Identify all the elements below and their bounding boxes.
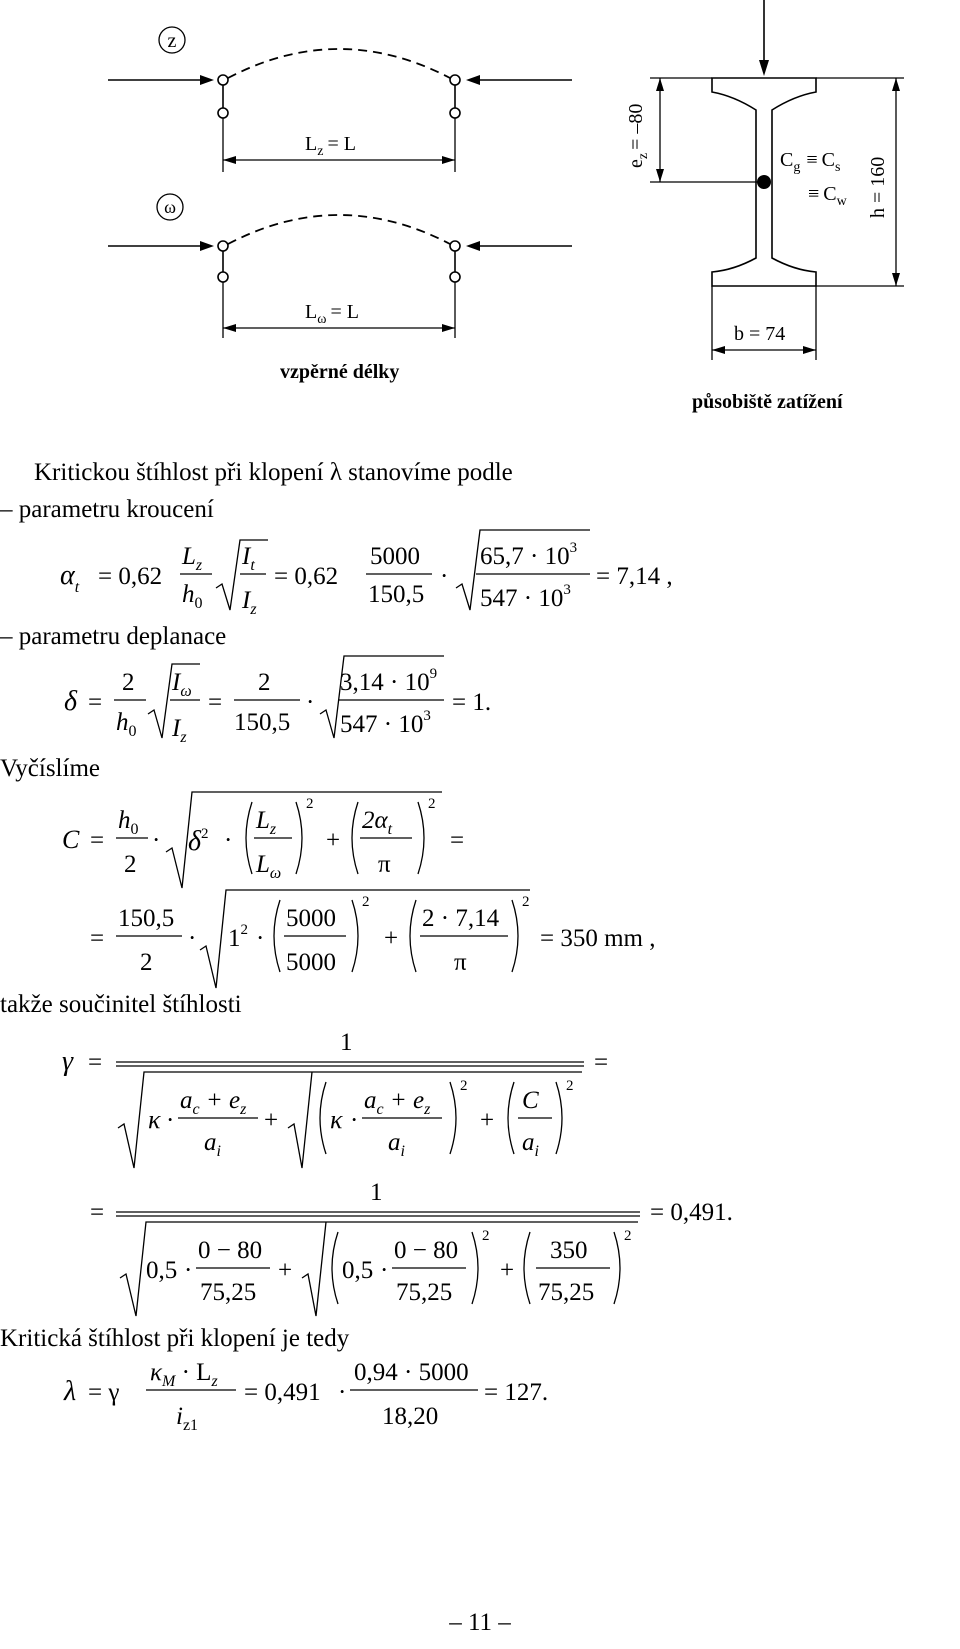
svg-text:547 · 103: $547 \cdot 10^3$ (480, 582, 571, 612)
svg-text:Iz: $I_z$ (242, 587, 257, 618)
svg-text:= 7,14 ,: = 7,14 , (596, 563, 673, 590)
h-label: h = 160 (867, 156, 889, 218)
svg-text:·: · (350, 1107, 359, 1134)
svg-text:150,5: 150,5 (234, 709, 291, 736)
support-omega-label: ω (164, 197, 176, 217)
svg-text:δ: δ (64, 686, 78, 717)
svg-text:2: 2 (306, 796, 314, 812)
svg-text:= 0,491: = 0,491 (244, 1379, 321, 1406)
svg-text:0,5: 0,5 (342, 1257, 374, 1284)
svg-text:= γ: = γ (88, 1379, 120, 1406)
svg-text:=: = (88, 1049, 103, 1076)
svg-text:= 0,62: = 0,62 (274, 563, 339, 590)
svg-text:iz1: $i_{z1}$ (176, 1403, 199, 1434)
svg-text:150,5: 150,5 (118, 905, 175, 932)
svg-text:·: · (306, 689, 315, 716)
svg-text:+: + (500, 1257, 515, 1284)
buckling-length-diagram (108, 27, 572, 383)
svg-text:0 − 80: 0 − 80 (394, 1237, 459, 1264)
vycislime-text: Vyčíslíme (0, 755, 100, 782)
shear-center-point (757, 175, 771, 189)
svg-text:+: + (278, 1257, 293, 1284)
svg-text:75,25: 75,25 (200, 1279, 257, 1306)
svg-text:αt: $\alpha_t$ (60, 560, 80, 596)
svg-text:2: 2 (482, 1228, 490, 1244)
svg-text:π: π (378, 851, 391, 878)
svg-text:2: 2 (428, 796, 436, 812)
svg-text:·: · (338, 1379, 347, 1406)
svg-text:3,14 · 109: $3,14 \cdot 10^9$ (340, 666, 438, 696)
svg-text:= 127.: = 127. (484, 1379, 549, 1406)
svg-text:1: 1 (370, 1179, 383, 1206)
svg-text:+: + (384, 925, 399, 952)
svg-text:·: · (256, 925, 265, 952)
svg-text:·: · (224, 827, 233, 854)
svg-text:=: = (594, 1049, 609, 1076)
svg-text:γ: γ (62, 1046, 74, 1077)
svg-text:+: + (264, 1107, 279, 1134)
svg-text:75,25: 75,25 (396, 1279, 453, 1306)
svg-text:2: 2 (522, 894, 530, 910)
svg-text:+: + (326, 827, 341, 854)
buckling-caption: vzpěrné délky (280, 361, 400, 383)
length-z-label: $L_z = L$ (305, 133, 356, 159)
svg-text:Lz: $L_z$ (256, 807, 277, 838)
equation-delta (64, 656, 491, 746)
svg-text:Lω: $L_\omega$ (256, 851, 282, 882)
svg-text:75,25: 75,25 (538, 1279, 595, 1306)
svg-text:= 1.: = 1. (452, 689, 492, 716)
svg-text:2: 2 (624, 1228, 632, 1244)
svg-text:18,20: 18,20 (382, 1403, 439, 1430)
svg-text:5000: 5000 (286, 905, 336, 932)
svg-text:·: · (184, 1257, 193, 1284)
length-omega-label: $L_\omega = L$ (305, 301, 359, 327)
svg-text:h0: $h_0$ (182, 581, 203, 612)
centroid-label-2: ≡ $C_w$ (808, 183, 847, 209)
svg-text:12: $1^2$ (228, 922, 248, 952)
svg-text:h0: $h_0$ (116, 709, 137, 740)
svg-text:= 0,62: = 0,62 (98, 563, 163, 590)
svg-text:0,94 · 5000: 0,94 · 5000 (354, 1359, 469, 1386)
equation-C-numeric (90, 890, 656, 988)
svg-text:0,5: 0,5 (146, 1257, 178, 1284)
b-label: b = 74 (734, 323, 786, 345)
svg-text:κ: κ (330, 1105, 343, 1134)
svg-text:=: = (88, 689, 103, 716)
takze-text: takže součinitel štíhlosti (0, 991, 242, 1018)
svg-text:κ: κ (148, 1105, 161, 1134)
svg-text:·: · (380, 1257, 389, 1284)
svg-text:ac + ez: $a_c + e_z$ (364, 1087, 431, 1118)
svg-text:κM · Lz: $\kappa_M \cdot L_z$ (150, 1359, 218, 1390)
svg-text:2: 2 (566, 1078, 574, 1094)
equation-C (62, 792, 464, 888)
load-caption: působiště zatížení (692, 391, 843, 413)
svg-text:2: 2 (460, 1078, 468, 1094)
bullet-twist-parameter: – parametru kroucení (0, 496, 214, 523)
svg-text:=: = (450, 827, 465, 854)
kriticka-text: Kritická štíhlost při klopení je tedy (0, 1325, 350, 1352)
svg-text:Iω: $I_\omega$ (172, 669, 192, 700)
page-number: – 11 – (449, 1609, 511, 1636)
svg-text:=: = (90, 1199, 105, 1226)
svg-text:2: 2 (258, 669, 271, 696)
svg-text:π: π (454, 949, 467, 976)
svg-text:·: · (188, 925, 197, 952)
buckled-shape-omega (228, 215, 450, 244)
svg-text:δ2: $\delta^2$ (188, 826, 209, 857)
svg-text:= 0,491.: = 0,491. (650, 1199, 733, 1226)
svg-text:ai: $a_i$ (522, 1129, 539, 1160)
ez-label: $e_z= -80$ (625, 103, 651, 168)
svg-text:=: = (208, 689, 223, 716)
centroid-label-1: $C_g \equiv C_s$ (780, 149, 841, 175)
svg-text:= 350 mm ,: = 350 mm , (540, 925, 656, 952)
i-section-diagram (625, 0, 904, 413)
intro-text: Kritickou štíhlost při klopení λ stanovíme podle (34, 459, 513, 486)
bullet-warping-parameter: – parametru deplanace (0, 623, 227, 650)
svg-text:ai: $a_i$ (204, 1129, 221, 1160)
svg-text:350: 350 (550, 1237, 588, 1264)
svg-text:h0: $h_0$ (118, 807, 139, 838)
svg-text:It: $I_t$ (242, 543, 255, 574)
support-z-label: z (167, 30, 177, 52)
svg-text:C: C (522, 1087, 539, 1114)
svg-text:65,7 · 103: $65,7 \cdot 10^3$ (480, 540, 578, 570)
svg-text:5000: 5000 (286, 949, 336, 976)
svg-text:547 · 103: $547 \cdot 10^3$ (340, 708, 431, 738)
svg-text:·: · (152, 827, 161, 854)
svg-text:C: C (62, 825, 80, 854)
equation-gamma-numeric (90, 1179, 733, 1316)
equation-lambda (63, 1359, 548, 1434)
svg-text:Iz: $I_z$ (172, 715, 187, 746)
svg-text:=: = (90, 827, 105, 854)
svg-text:2: 2 (124, 851, 137, 878)
buckled-shape-z (228, 49, 450, 78)
svg-text:λ: λ (64, 1376, 77, 1407)
svg-text:Lz: $L_z$ (182, 543, 203, 574)
svg-text:5000: 5000 (370, 543, 420, 570)
svg-text:2 · 7,14: 2 · 7,14 (422, 905, 500, 932)
svg-text:2: 2 (362, 894, 370, 910)
svg-text:150,5: 150,5 (368, 581, 425, 608)
svg-text:1: 1 (340, 1029, 353, 1056)
svg-text:ai: $a_i$ (388, 1129, 405, 1160)
svg-text:+: + (480, 1107, 495, 1134)
svg-text:·: · (166, 1107, 175, 1134)
equation-alpha-t (60, 530, 673, 618)
svg-text:2: 2 (122, 669, 135, 696)
svg-text:0 − 80: 0 − 80 (198, 1237, 263, 1264)
svg-text:·: · (440, 563, 449, 590)
equation-gamma (62, 1029, 608, 1168)
svg-text:ac + ez: $a_c + e_z$ (180, 1087, 247, 1118)
svg-text:=: = (90, 925, 105, 952)
svg-text:2αt: $2\alpha_t$ (362, 807, 393, 838)
svg-text:2: 2 (140, 949, 153, 976)
